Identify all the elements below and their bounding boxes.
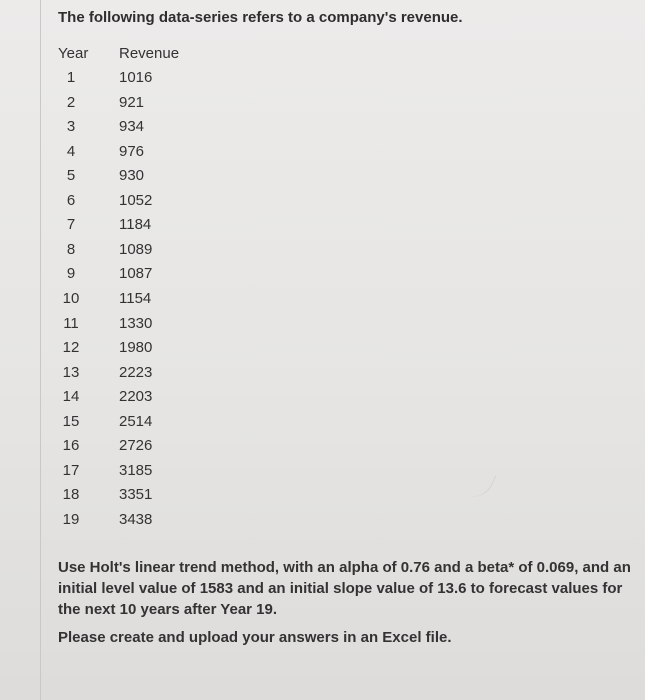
table-row xyxy=(58,364,258,384)
table-row xyxy=(58,413,258,433)
year-cell: 16 xyxy=(62,437,80,455)
table-row xyxy=(58,437,258,457)
year-cell: 7 xyxy=(66,216,76,234)
revenue-cell: 1184 xyxy=(119,216,152,234)
year-cell: 10 xyxy=(62,289,80,307)
revenue-cell: 1980 xyxy=(119,339,153,357)
revenue-cell: 3438 xyxy=(119,510,153,528)
table-row xyxy=(58,265,258,285)
revenue-cell: 921 xyxy=(119,93,145,111)
page-left-border xyxy=(40,0,41,700)
year-cell: 9 xyxy=(66,265,76,283)
year-cell: 12 xyxy=(62,339,80,357)
revenue-cell: 1087 xyxy=(119,265,153,283)
pen-mark xyxy=(465,467,497,503)
table-row xyxy=(58,290,258,310)
table-row xyxy=(58,167,258,187)
table-row xyxy=(58,69,258,89)
table-row xyxy=(58,241,258,261)
revenue-cell: 1016 xyxy=(119,69,153,86)
year-cell: 17 xyxy=(62,461,80,479)
year-cell: 4 xyxy=(66,142,76,160)
year-cell: 8 xyxy=(66,240,76,258)
revenue-cell: 1330 xyxy=(119,314,153,332)
revenue-cell: 3185 xyxy=(119,461,153,479)
revenue-cell: 1089 xyxy=(119,240,153,258)
instructions-text: Use Holt's linear trend method, with an alpha of 0.76 and a beta* of 0.069, and an initial level value of 1583 and an initial slope value of 13.6 to forecast values for the next 10 years after Year 19. xyxy=(58,559,631,618)
year-cell: 1 xyxy=(66,69,76,86)
table-row xyxy=(58,143,258,163)
revenue-cell: 1052 xyxy=(119,191,153,209)
table-row xyxy=(58,118,258,138)
revenue-cell: 2514 xyxy=(119,412,153,430)
year-cell: 5 xyxy=(66,167,76,185)
year-cell: 15 xyxy=(62,412,80,430)
table-row xyxy=(58,511,258,531)
table-row xyxy=(58,388,258,408)
year-cell: 6 xyxy=(66,191,76,209)
table-row xyxy=(58,192,258,212)
table-row xyxy=(58,94,258,114)
table-row xyxy=(58,486,258,506)
year-cell: 3 xyxy=(66,118,76,136)
year-cell: 18 xyxy=(62,486,80,504)
revenue-cell: 976 xyxy=(119,142,145,160)
table-row xyxy=(58,339,258,359)
year-cell: 19 xyxy=(62,510,80,528)
revenue-cell: 2223 xyxy=(119,363,153,381)
year-cell: 11 xyxy=(63,314,79,332)
question-intro: The following data-series refers to a company's revenue. xyxy=(58,9,463,26)
year-cell: 13 xyxy=(62,363,80,381)
revenue-cell: 930 xyxy=(119,167,145,185)
revenue-cell: 934 xyxy=(119,118,145,136)
year-column-header: Year xyxy=(58,45,89,62)
table-row xyxy=(58,462,258,482)
revenue-cell: 3351 xyxy=(119,486,153,504)
table-row xyxy=(58,315,258,335)
table-row xyxy=(58,216,258,236)
revenue-cell: 2726 xyxy=(119,437,153,455)
year-cell: 2 xyxy=(66,93,76,111)
year-cell: 14 xyxy=(62,388,80,406)
revenue-column-header: Revenue xyxy=(119,45,180,62)
revenue-cell: 1154 xyxy=(119,289,152,307)
revenue-cell: 2203 xyxy=(119,388,153,406)
upload-note: Please create and upload your answers in an Excel file. xyxy=(58,629,452,646)
